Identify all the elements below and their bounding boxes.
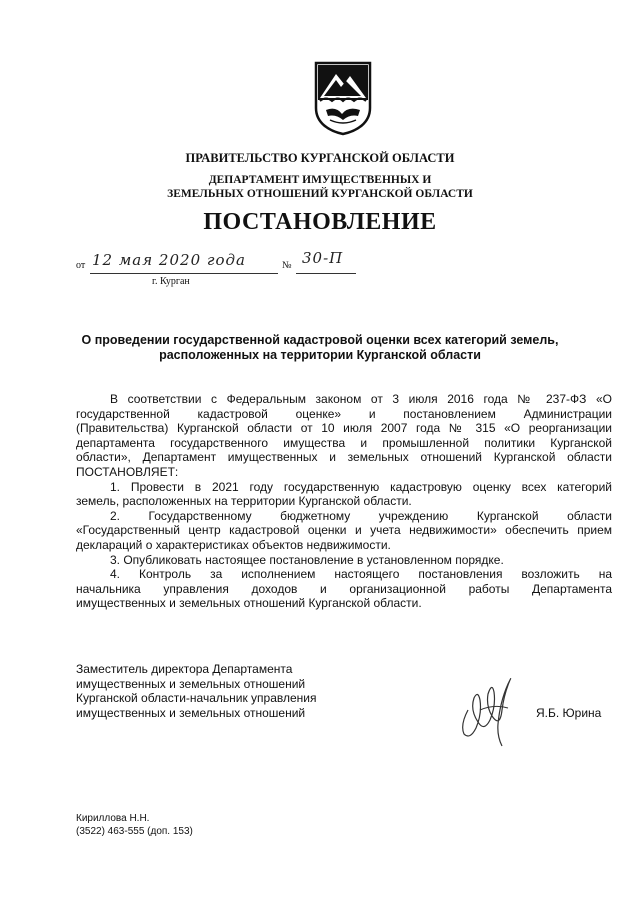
- body-line: 4. Контроль за исполнением настоящего постановления возложить на: [110, 567, 612, 582]
- signatory-line: имущественных и земельных отношений: [76, 705, 306, 720]
- contact-info: [76, 812, 193, 838]
- department-name-line1: ДЕПАРТАМЕНТ ИМУЩЕСТВЕННЫХ И: [208, 174, 432, 186]
- body-line: департамента государственного имущества и промышленной политики Курганской: [76, 435, 612, 450]
- body-line: государственной кадастровой оценке» и постановлением Администрации: [76, 406, 612, 421]
- body-line: земель, расположенных на территории Курганской области.: [76, 494, 412, 509]
- body-line: области», Департамент имущественных и земельных отношений Курганской области: [76, 450, 612, 465]
- body-line: ПОСТАНОВЛЯЕТ:: [76, 464, 179, 479]
- signatory-name: Я.Б. Юрина: [536, 706, 602, 720]
- body-line: 2. Государственному бюджетному учреждению Курганской области: [110, 508, 612, 523]
- body-line: «Государственный центр кадастровой оценки и учета недвижимости» обеспечить прием: [76, 523, 612, 538]
- signatory-line: имущественных и земельных отношений: [76, 676, 306, 691]
- date-prefix: от: [76, 260, 86, 271]
- number-sign: №: [282, 260, 292, 271]
- subject-line1: О проведении государственной кадастровой оценки всех категорий земель,: [81, 333, 559, 347]
- date-underline: [90, 273, 278, 274]
- contact-phone: (3522) 463-555 (доп. 153): [76, 826, 193, 837]
- body-line: (Правительства) Курганской области от 10 июля 2007 года № 315 «О реорганизации: [76, 421, 612, 436]
- signatory-line: Курганской области-начальник управления: [76, 691, 317, 706]
- number-underline: [296, 273, 356, 274]
- body-line: В соответствии с Федеральным законом от 3 июля 2016 года № 237-ФЗ «О: [110, 392, 612, 406]
- body-line: деклараций о характеристиках объектов недвижимости.: [76, 537, 391, 552]
- body-line: начальника управления доходов и организационной работы Департамента: [76, 581, 612, 596]
- government-name: ПРАВИТЕЛЬСТВО КУРГАНСКОЙ ОБЛАСТИ: [185, 151, 455, 165]
- document-subject: [0, 333, 640, 363]
- signatory-position: [76, 662, 317, 720]
- body-line: имущественных и земельных отношений Курганской области.: [76, 596, 422, 611]
- body-line: 1. Провести в 2021 году государственную кадастровую оценку всех категорий: [110, 479, 612, 494]
- document-body: [76, 392, 612, 611]
- document-type-title: ПОСТАНОВЛЕНИЕ: [203, 209, 437, 235]
- signatory-line: Заместитель директора Департамента: [76, 662, 293, 676]
- body-line: 3. Опубликовать настоящее постановление в установленном порядке.: [110, 552, 504, 567]
- place-of-issue: г. Курган: [152, 276, 190, 287]
- subject-line2: расположенных на территории Курганской области: [159, 348, 481, 362]
- handwritten-number: 30-П: [302, 249, 344, 267]
- contact-name: Кириллова Н.Н.: [76, 813, 150, 824]
- department-name-line2: ЗЕМЕЛЬНЫХ ОТНОШЕНИЙ КУРГАНСКОЙ ОБЛАСТИ: [167, 188, 473, 200]
- kurgan-coat-of-arms-icon: [312, 60, 374, 136]
- handwritten-signature: [450, 670, 530, 750]
- handwritten-date: 12 мая 2020 года: [92, 251, 246, 269]
